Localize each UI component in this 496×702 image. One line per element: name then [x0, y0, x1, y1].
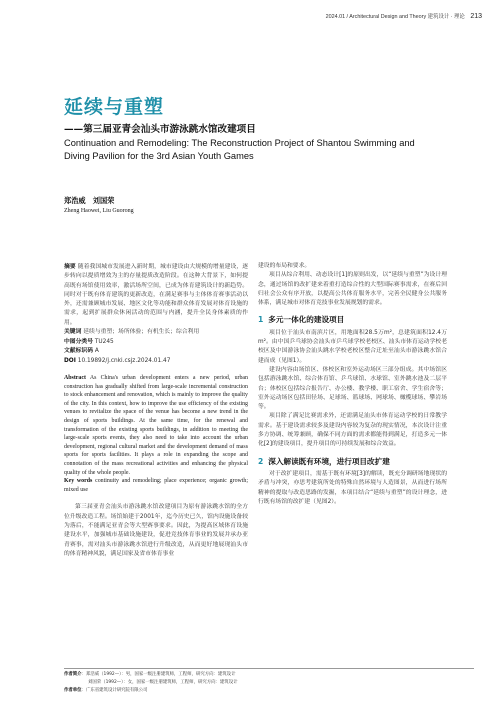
- section-2-number: 2: [258, 456, 264, 466]
- section-1-heading: [258, 315, 447, 324]
- abstract-cn: [64, 263, 248, 328]
- abstract-en-label: Abstract: [64, 375, 86, 382]
- keywords-cn-label: 关键词: [64, 329, 82, 336]
- doi-line: [64, 357, 248, 367]
- doc-code-label: 文献标识码: [64, 348, 93, 355]
- article-title: 延续与重塑: [64, 96, 165, 118]
- article-subtitle-en: Continuation and Remodeling: The Reconstruction Project of Shantou Swimming and Diving Pavilion for the 3rd Asian Youth Games: [64, 138, 415, 161]
- doi-value: 10.19892/j.cnki.csjz.2024.01.47: [77, 357, 171, 364]
- clc-label: 中图分类号: [64, 338, 93, 345]
- abstract-cn-text: 随着我国城市发展进入新时期，城市建设由大规模的增量建设，逐步转向以提质增效为主的存量提质改造阶段。在这种大背景下，如何提高既有场馆使用效率，激活场所空间，已成为体育建筑设计的新趋势。同时对于既有体育建筑的更新改造，在满足赛事与主体体育赛事活动以外，还需兼顾城市发展、地区文化等功能和群众体育发展对体育设施的需求，起到扩展群众休闲活动的范围与内涵，提升全民身体素质的作用。: [64, 264, 248, 326]
- doc-code-value: A: [94, 348, 99, 355]
- section-1-title: 多元一体化的建设项目: [268, 315, 345, 325]
- intro-paragraph: 第三届亚青会汕头市游泳跳水馆改建项目为原有游泳跳水馆的全方位升级改造工程。场馆始建于2001年，迄今历史已久，馆内设施设备较为落后，不能满足亚青会等大型赛事要求。因此，为提高区域体育设施建设水平，加强城市基础设施建设，促进竞技体育事业的发展并承办亚青赛事，需对汕头市游泳跳水馆进行升级改造，从而更好地展现汕头市的体育精神风貌，满足国家及省市体育事业: [64, 504, 248, 557]
- footnote-author-1: 作者简介：郑浩威（1992—）：男，国家一级注册建筑师，工程师，研究方向：建筑设计: [64, 672, 236, 677]
- authors-en: Zheng Haowei, Liu Guorong: [64, 208, 134, 214]
- section-2-heading: [258, 457, 447, 466]
- section-1-paragraph-3: 项目除了满足比赛需求外，还需满足汕头市体育运动学校的日常教学需求。基于建设需求较多及建设内容较为复杂的现实情况，本次设计注重多方协调、统筹兼顾，确保不同方面的需求都能得到满足，打造多元一体化[2]的建设项目，提升项目的可持续发展和综合效益。: [258, 413, 447, 448]
- abstract-en: [64, 374, 248, 477]
- keywords-en-label: Key words: [64, 478, 93, 485]
- keywords-en-text: continuity and remodeling; place experience; organic growth; mixed use: [64, 478, 248, 493]
- section-2-paragraph-1: 对于改扩建项目，需基于既有环境[3]的解读，既充分调研场地现状的矛盾与冲突，亦思考建筑所处的特殊自然环境与人造图景，从而进行场所精神的提取与改造思路的发掘，本项目结合“延续与重塑”的设计理念，进行既有场馆的改扩建（见图2）。: [258, 470, 447, 505]
- footnote-affiliation: 作者单位：广东省建筑设计研究院有限公司: [64, 688, 148, 693]
- abstract-en-text: As China's urban development enters a new period, urban construction has gradually shifted from large-scale incremental construction to stock enhancement and renovation, which is mainly to improve the quality of the city. In this context, how to improve the use efficiency of the existing venues to revitalize the space of the venue has become a new trend in the design of sports buildings. At the same time, for the renewal and transformation of the existing sports buildings, in addition to meeting the large-scale sports events, they also need to take into account the urban development, regional cultural market and the development demand of mass sports for sports facilities. It plays a role in expanding the scope and connotation of the mass recreational activities and enhancing the physical quality of the whole people.: [64, 375, 248, 476]
- section-1-number: 1: [258, 315, 264, 325]
- clc-value: TU245: [94, 338, 114, 345]
- abstract-cn-label: 摘要: [64, 264, 76, 270]
- footnote-label: 作者简介: [64, 672, 82, 677]
- intro-continuation: 建设的布局和要求。: [258, 263, 311, 269]
- design-principle-paragraph: 项目从综合利用、动态设计[1]的原则出发，以“延续与重塑”为设计理念，通过场馆的改扩建来着重打造综合性的大型国际赛事需求，在赛后回归社会公众有序开放，以提高公共体育服务水平，完善全民健身公共服务体系，满足城市对体育竞技事业发展规划的需求。: [258, 272, 447, 307]
- affiliation-label: 作者单位: [64, 688, 82, 693]
- footnote-block: [64, 668, 474, 695]
- left-column: [64, 263, 248, 559]
- article-subtitle-cn: ——第三届亚青会汕头市游泳跳水馆改建项目: [64, 124, 256, 135]
- footnote-author-2: [64, 679, 474, 687]
- keywords-cn: [64, 328, 248, 338]
- footnote-author-1-text: 郑浩威（1992—）：男，国家一级注册建筑师，工程师，研究方向：建筑设计: [85, 672, 236, 677]
- authors-cn: 郑浩威 刘国荣: [64, 196, 115, 205]
- keywords-cn-text: 延续与重塑；场所体验；有机生长；综合利用: [83, 329, 200, 336]
- journal-name: 2024.01 / Architectural Design and Theory 建筑设计 · 理论: [325, 14, 465, 20]
- section-1-paragraph-2: 建设内容由场馆区、体校区和室外运动场区三部分组成。其中场馆区包括游泳跳水馆、综合体育馆、乒乓球馆、水球馆、室外跳水池及二层平台；体校区包括综合报告厅、办公楼、教学楼、职工宿舍、学生宿舍等；室外运动场区包括田径场、足球场、篮球场、网球场、橄榄球场、攀岩场等。: [258, 366, 447, 411]
- section-2-title: 深入解读既有环境，进行项目改扩建: [268, 456, 390, 466]
- running-header: [326, 12, 482, 20]
- affiliation-text: 广东省建筑设计研究院有限公司: [85, 688, 148, 693]
- footnote-author-2-text: 刘国荣（1992—）：女，国家一级注册建筑师，工程师，研究方向：建筑设计: [88, 680, 238, 685]
- clc-line: [64, 338, 248, 348]
- keywords-en: [64, 477, 248, 494]
- right-column: [258, 262, 447, 507]
- section-1-paragraph-1: 项目位于汕头市南滨片区，用地面积28.5万m²，总建筑面积12.4万m²。由中国乒乓球协会汕头市乒乓球学校老校区、汕头市体育运动学校老校区及中国游泳协会汕头跳水学校老校区整合迁址至汕头市游泳跳水馆合建而成（见图1）。: [258, 329, 447, 364]
- page-number: 213: [470, 13, 482, 20]
- doi-label: DOI: [64, 357, 76, 364]
- doc-code-line: [64, 347, 248, 357]
